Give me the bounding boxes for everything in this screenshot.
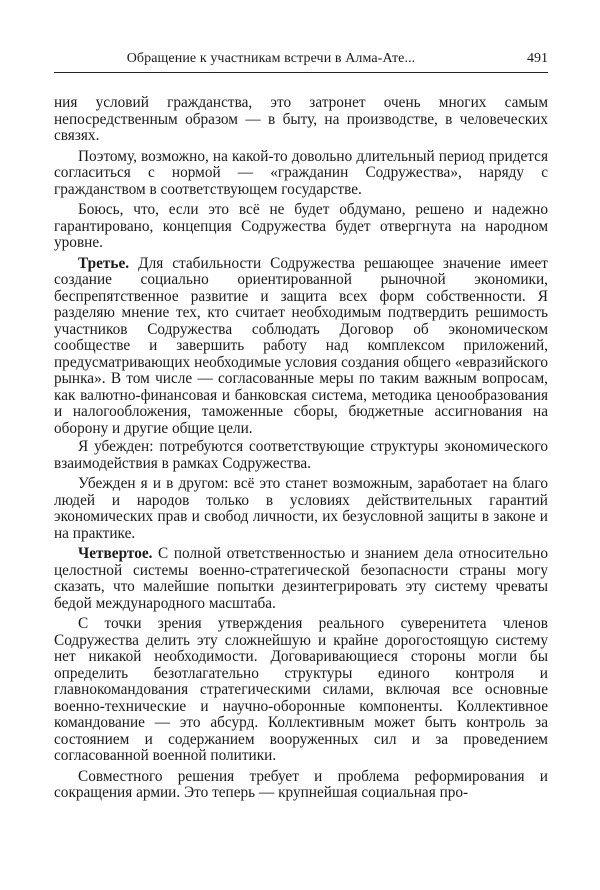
paragraph: Боюсь, что, если это всё не будет обдумано, решено и надежно гарантировано, концепция Содружества будет отвергнута на народном уровне. [54,201,548,251]
paragraph: С точки зрения утверждения реального суверенитета членов Содружества делить эту сложнейшую и крайне дорогостоящую систему нет никакой необходимости. Договаривающиеся стороны могли бы определить безотлагательно структуры единого контроля и главнокомандования стратегическими силами, включая все основные военно-технические и научно-оборонные компоненты. Коллективное командование — это абсурд. Коллективным может быть контроль за состоянием и содержанием вооруженных сил и за проведением согласованной военной политики. [54,615,548,764]
page-number: 491 [527,51,548,66]
page-body [54,95,548,806]
paragraph: ния условий гражданства, это затронет очень многих самым непосредственным образом — в быту, на производстве, в человеческих связях. [54,94,548,144]
running-header [54,51,548,71]
paragraph: Четвертое. С полной ответственностью и знанием дела относительно целостной системы военно-стратегической безопасности страны могу сказать, что малейшие попытки дезинтегрировать эту систему чреваты бедой международного масштаба. [54,545,548,612]
paragraph: Я убежден: потребуются соответствующие структуры экономического взаимодействия в рамках Содружества. [54,438,548,472]
header-divider [54,72,548,73]
paragraph: Совместного решения требует и проблема реформирования и сокращения армии. Это теперь — крупнейшая социальная про- [54,767,548,801]
section-lead: Третье. [78,254,130,272]
paragraph: Третье. Для стабильности Содружества решающее значение имеет создание социально ориентированной рыночной экономики, беспрепятственное развитие и защита всех форм собственности. Я разделяю мнение тех, кто считает необходимым подтвердить решимость участников Содружества соблюдать Договор об экономическом сообществе и завершить работу над комплексом приложений, предусматривающих необходимые условия создания общего «евразийского рынка». В том числе — согласованные меры по таким важным вопросам, как валютно-финансовая и банковская система, методика ценообразования и налогообложения, таможенные сборы, бюджетные ассигнования на оборону и другие общие цели. [54,254,548,437]
paragraph: Поэтому, возможно, на какой-то довольно длительный период придется согласиться с нормой — «гражданин Содружества», наряду с гражданством в соответствующем государстве. [54,147,548,198]
paragraph: Убежден я и в другом: всё это станет возможным, заработает на благо людей и народов только в условиях действительных гарантий экономических прав и свобод личности, их безусловной защиты в законе и на практике. [54,475,548,542]
running-header-title: Обращение к участникам встречи в Алма-Ате... [126,51,416,66]
section-lead: Четвертое. [78,545,153,562]
